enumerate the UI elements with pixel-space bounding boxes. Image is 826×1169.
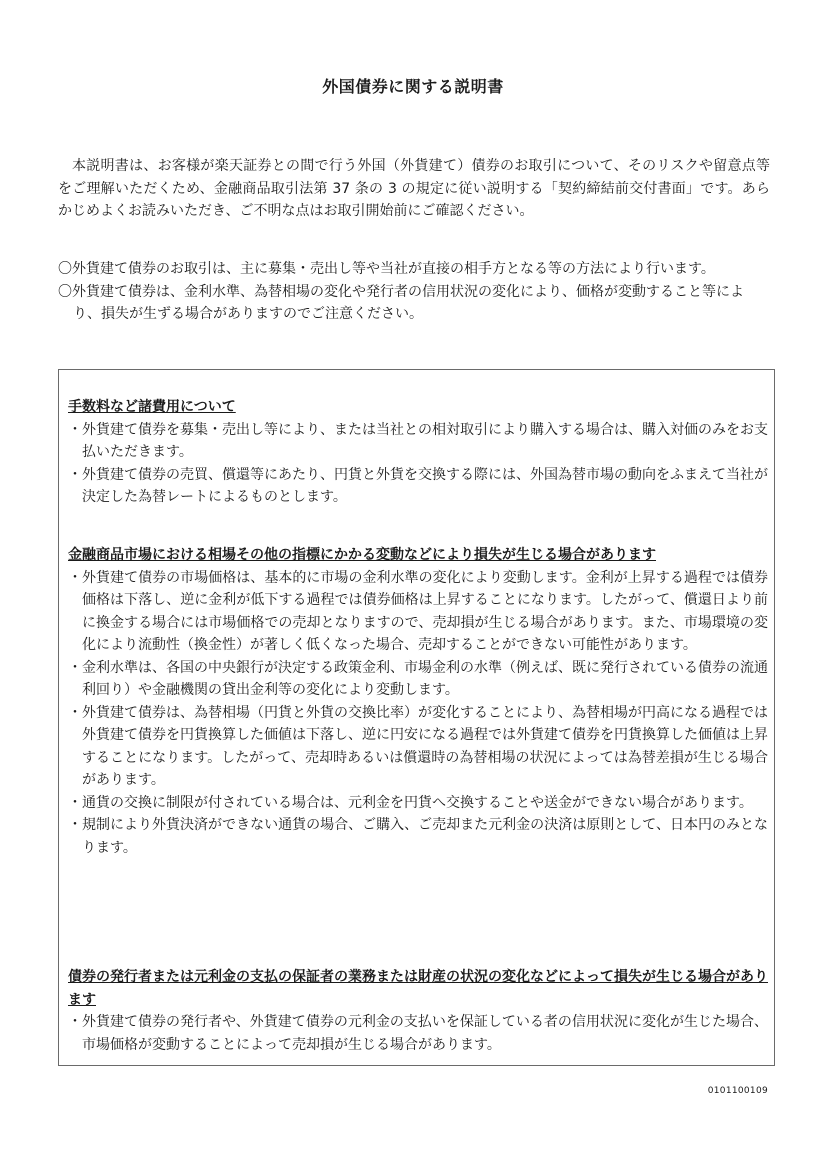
section-item: ・通貨の交換に制限が付されている場合は、元利金を円貨へ交換することや送金ができない場合があります。 — [68, 794, 753, 811]
section-items — [68, 419, 768, 509]
notice-item: 〇外貨建て債券のお取引は、主に募集・売出し等や当社が直接の相手方となる等の方法により行います。 — [58, 261, 715, 277]
section-credit-risk — [68, 966, 768, 1056]
section-items — [68, 1011, 768, 1056]
page-title: 外国債券に関する説明書 — [322, 77, 504, 96]
section-heading: 手数料など諸費用について — [68, 399, 236, 415]
section-item: ・外貨建て債券の売買、償還等にあたり、円貨と外貨を交換する際には、外国為替市場の動向をふまえて当社が決定した為替レートによるものとします。 — [68, 466, 768, 505]
section-heading: 金融商品市場における相場その他の指標にかかる変動などにより損失が生じる場合があります — [68, 547, 656, 563]
section-item: ・外貨建て債券を募集・売出し等により、または当社との相対取引により購入する場合は、購入対価のみをお支払いただきます。 — [68, 421, 768, 460]
section-item: ・金利水準は、各国の中央銀行が決定する政策金利、市場金利の水準（例えば、既に発行されている債券の流通利回り）や金融機関の貸出金利等の変化により変動します。 — [68, 659, 768, 698]
notice-list — [58, 258, 770, 326]
section-item: ・外貨建て債券の発行者や、外貨建て債券の元利金の支払いを保証している者の信用状況に変化が生じた場合、市場価格が変動することによって売却損が生じる場合があります。 — [68, 1014, 768, 1053]
section-item: ・外貨建て債券の市場価格は、基本的に市場の金利水準の変化により変動します。金利が上昇する過程では債券価格は下落し、逆に金利が低下する過程では債券価格は上昇することになります。したがって、償還日より前に換金する場合には市場価格での売却となりますので、売却損が生じる場合があります。また、市場環境の変化により流動性（換金性）が著しく低くなった場合、売却することができない可能性があります。 — [68, 569, 768, 653]
intro-paragraph: 本説明書は、お客様が楽天証券との間で行う外国（外貨建て）債券のお取引について、そのリスクや留意点等をご理解いただくため、金融商品取引法第 37 条の 3 の規定に従い説明する「契約締結前交付書面」です。あらかじめよくお読みいただき、ご不明な点はお取引開始前にご確認ください。 — [58, 158, 770, 219]
section-item: ・外貨建て債券は、為替相場（円貨と外貨の交換比率）が変化することにより、為替相場が円高になる過程では外貨建て債券を円貨換算した価値は下落し、逆に円安になる過程では外貨建て債券を円貨換算した価値は上昇することになります。したがって、売却時あるいは償還時の為替相場の状況によっては為替差損が生じる場合があります。 — [68, 704, 768, 788]
document-code: 0101100109 — [707, 1086, 768, 1096]
section-market-risk — [68, 544, 768, 859]
notice-item: 〇外貨建て債券は、金利水準、為替相場の変化や発行者の信用状況の変化により、価格が変動すること等により、損失が生ずる場合がありますのでご注意ください。 — [58, 283, 744, 322]
section-items — [68, 567, 768, 860]
section-fees — [68, 396, 768, 509]
section-heading: 債券の発行者または元利金の支払の保証者の業務または財産の状況の変化などによって損失が生じる場合があります — [68, 969, 768, 1008]
section-item: ・規制により外貨決済ができない通貨の場合、ご購入、ご売却また元利金の決済は原則として、日本円のみとなります。 — [68, 817, 768, 856]
